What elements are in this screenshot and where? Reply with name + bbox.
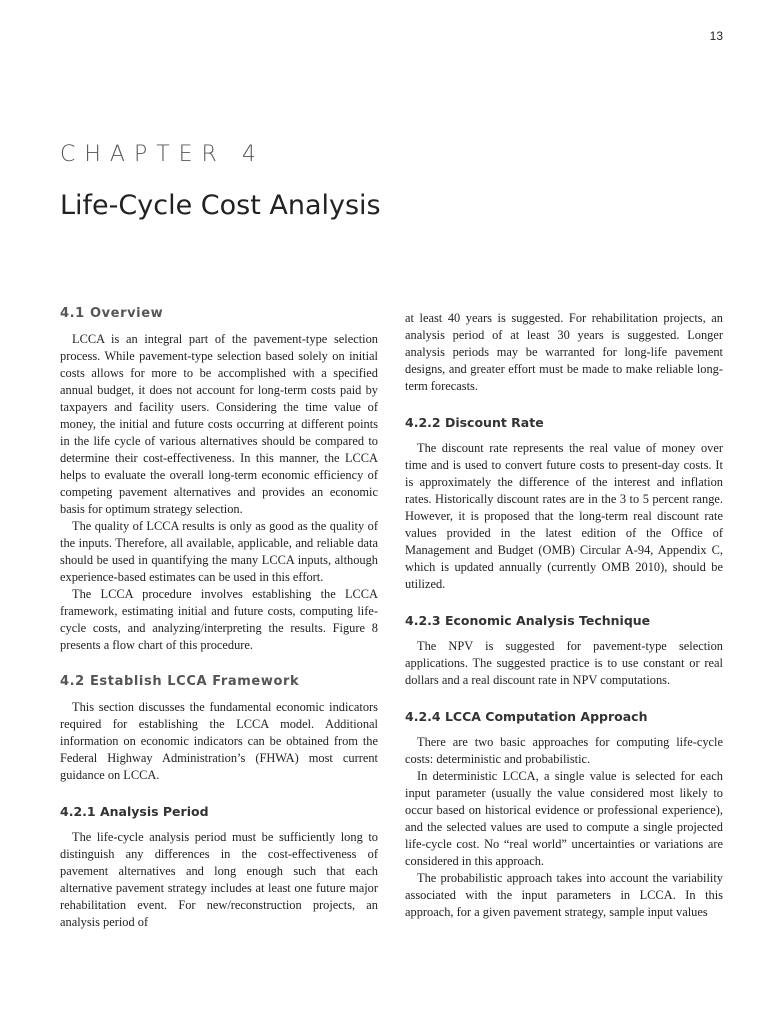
- section-heading-overview: 4.1 Overview: [60, 306, 164, 321]
- paragraph: The quality of LCCA results is only as good as the quality of the inputs. Therefore, all available, applicable, and reliable data should be used in quantifying the many LCCA inputs, although experience-based estimates can be used in this effort.: [60, 519, 378, 584]
- subsection-heading-computation-approach: 4.2.4 LCCA Computation Approach: [405, 709, 648, 724]
- paragraph: The life-cycle analysis period must be sufficiently long to distinguish any differences in the cost-effectiveness of pavement alternatives and long enough such that each alternative pavement strategy includes at least one future major rehabilitation event. For new/reconstruction projects, an analysis period of: [60, 830, 378, 929]
- paragraph: The LCCA procedure involves establishing the LCCA framework, estimating initial and future costs, computing life-cycle costs, and analyzing/interpreting the results. Figure 8 presents a flow chart of this procedure.: [60, 587, 378, 652]
- subsection-heading-analysis-period: 4.2.1 Analysis Period: [60, 804, 209, 819]
- left-column: [60, 306, 378, 931]
- page-number: 13: [709, 29, 723, 43]
- section-heading-framework: 4.2 Establish LCCA Framework: [60, 674, 300, 689]
- paragraph: The discount rate represents the real value of money over time and is used to convert future costs to present-day costs. It is approximately the difference of the interest and inflation rates. Historically discount rates are in the 3 to 5 percent range. However, it is proposed that the long-term real discount rate values provided in the latest edition of the Office of Management and Budget (OMB) Circular A-94, Appendix C, which is updated annually (currently OMB 2010), should be utilized.: [405, 441, 723, 591]
- paragraph: at least 40 years is suggested. For rehabilitation projects, an analysis period of at least 30 years is suggested. Longer analysis periods may be warranted for long-life pavement designs, and greater effort must be made to make reliable long-term forecasts.: [405, 311, 723, 393]
- paragraph: In deterministic LCCA, a single value is selected for each input parameter (usually the value considered most likely to occur based on historical evidence or professional experience), and the selected values are used to compute a single projected life-cycle cost. No “real world” uncertainties or variations are considered in this approach.: [405, 769, 723, 868]
- right-column: [405, 310, 723, 921]
- paragraph: LCCA is an integral part of the pavement-type selection process. While pavement-type selection based solely on initial costs allows for more to be accomplished with a specified annual budget, it does not account for long-term costs paid by taxpayers and facility users. Considering the time value of money, the initial and future costs occurring at different points in the life cycle of various alternatives should be compared to determine their cost-effectiveness. In this manner, the LCCA helps to evaluate the overall long-term economic efficiency of competing pavement alternatives and provides an economic basis for optimum strategy selection.: [60, 332, 378, 516]
- paragraph: There are two basic approaches for computing life-cycle costs: deterministic and probabilistic.: [405, 735, 723, 766]
- subsection-heading-discount-rate: 4.2.2 Discount Rate: [405, 415, 544, 430]
- chapter-title: Life-Cycle Cost Analysis: [60, 190, 381, 221]
- chapter-label: CHAPTER 4: [60, 142, 265, 167]
- subsection-heading-economic-analysis: 4.2.3 Economic Analysis Technique: [405, 613, 651, 628]
- paragraph: The probabilistic approach takes into account the variability associated with the input parameters in LCCA. In this approach, for a given pavement strategy, sample input values: [405, 871, 723, 919]
- paragraph: This section discusses the fundamental economic indicators required for establishing the LCCA model. Additional information on economic indicators can be obtained from the Federal Highway Administration’s (FHWA) most current guidance on LCCA.: [60, 700, 378, 782]
- paragraph: The NPV is suggested for pavement-type selection applications. The suggested practice is to use constant or real dollars and a real discount rate in NPV computations.: [405, 639, 723, 687]
